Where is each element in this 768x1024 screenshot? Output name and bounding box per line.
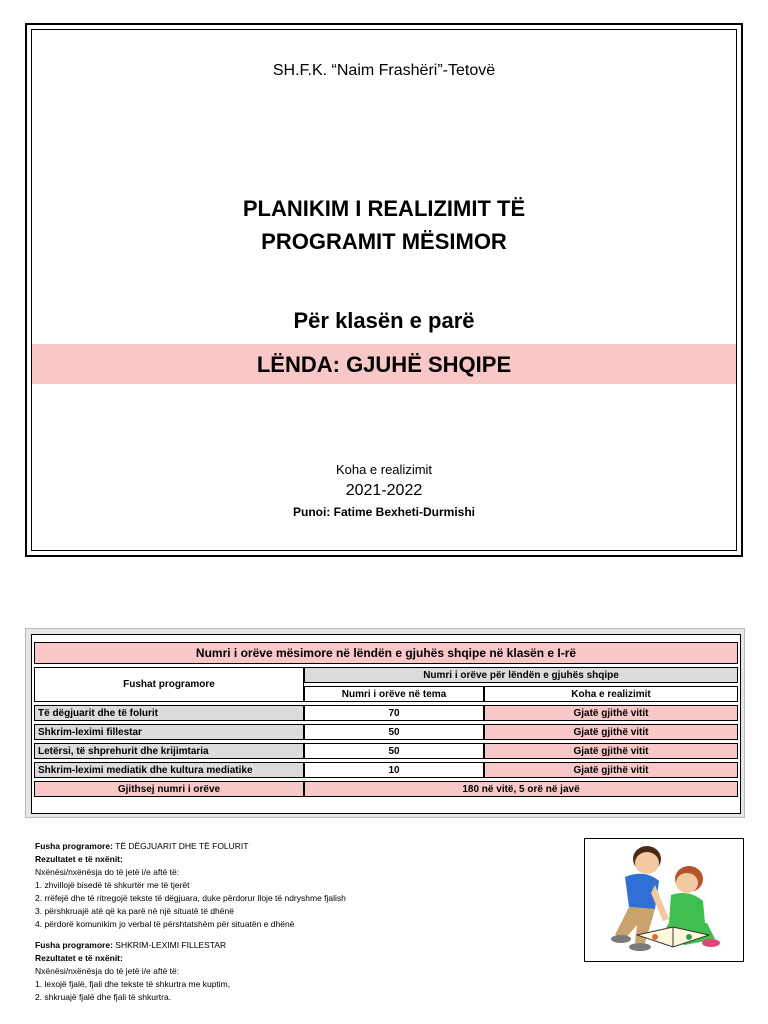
area1-value: TË DËGJUARIT DHE TË FOLURIT: [112, 841, 249, 851]
row-hours: 10: [304, 762, 484, 778]
intro-text: Nxënësi/nxënësja do të jetë i/e aftë të:: [35, 966, 180, 976]
table-row: [34, 705, 738, 721]
table-row: [34, 762, 738, 778]
author: Punoi: Fatime Bexheti-Durmishi: [292, 505, 476, 519]
row-time: Gjatë gjithë vitit: [484, 724, 738, 740]
area2-heading: [35, 939, 575, 952]
hours-table-box: [31, 634, 741, 814]
class-subtitle: Për klasën e parë: [293, 308, 475, 333]
total-value: 180 në vitë, 5 orë në javë: [304, 781, 738, 797]
hours-table: [34, 639, 738, 800]
row-area: Letërsi, të shprehurit dhe krijimtaria: [34, 743, 304, 759]
area2-value: SHKRIM-LEXIMI FILLESTAR: [112, 940, 227, 950]
results-label: Rezultatet e të nxënit:: [35, 953, 123, 963]
time-label: Koha e realizimit: [335, 462, 433, 477]
cover-inner-border: [31, 29, 737, 551]
hours-table-frame: [25, 628, 745, 818]
table-row: [34, 724, 738, 740]
list-item: 1. zhvillojë bisedë të shkurtër me të tjerët: [35, 880, 190, 890]
total-row: [34, 781, 738, 797]
list-item: 2. rrëfejë dhe të ritregojë tekste të dëgjuara, duke përdorur lloje të ndryshme fjalish: [35, 893, 346, 903]
subject-title: LËNDA: GJUHË SHQIPE: [256, 352, 512, 377]
school-name: SH.F.K. “Naim Frashëri”-Tetovë: [272, 62, 496, 79]
row-time: Gjatë gjithë vitit: [484, 762, 738, 778]
header-hours: Numri i orëve në tema: [304, 686, 484, 702]
row-area: Shkrim-leximi mediatik dhe kultura mediatike: [34, 762, 304, 778]
children-reading-illustration: [584, 838, 744, 962]
area2-label: Fusha programore:: [35, 940, 113, 950]
plan-title-line2: PROGRAMIT MËSIMOR: [261, 229, 507, 254]
row-time: Gjatë gjithë vitit: [484, 705, 738, 721]
area1-heading: [35, 840, 575, 853]
list-item: 1. lexojë fjalë, fjali dhe tekste të shkurtra me kuptim,: [35, 979, 231, 989]
header-group: Numri i orëve për lëndën e gjuhës shqipe: [304, 667, 738, 683]
header-area: Fushat programore: [34, 667, 304, 702]
plan-title: [32, 192, 736, 258]
row-hours: 50: [304, 743, 484, 759]
list-item: 4. përdorë komunikim jo verbal të përshtatshëm për situatën e dhënë: [35, 919, 295, 929]
header-time: Koha e realizimit: [484, 686, 738, 702]
results-label: Rezultatet e të nxënit:: [35, 854, 123, 864]
row-hours: 50: [304, 724, 484, 740]
children-reading-icon: [585, 839, 743, 961]
row-time: Gjatë gjithë vitit: [484, 743, 738, 759]
area1-label: Fusha programore:: [35, 841, 113, 851]
school-year: 2021-2022: [345, 482, 423, 499]
list-item: 2. shkruajë fjalë dhe fjali të shkurtra.: [35, 992, 172, 1002]
table-title: Numri i orëve mësimore në lëndën e gjuhës shqipe në klasën e I-rë: [34, 642, 738, 664]
intro-text: Nxënësi/nxënësja do të jetë i/e aftë të:: [35, 867, 180, 877]
table-row: [34, 743, 738, 759]
list-item: 3. përshkruajë atë që ka parë në një situatë të dhënë: [35, 906, 234, 916]
learning-outcomes: [35, 840, 575, 1004]
row-hours: 70: [304, 705, 484, 721]
cover-page: [25, 23, 743, 557]
plan-title-line1: PLANIKIM I REALIZIMIT TË: [242, 196, 526, 221]
row-area: Të dëgjuarit dhe të folurit: [34, 705, 304, 721]
total-label: Gjithsej numri i orëve: [34, 781, 304, 797]
row-area: Shkrim-leximi fillestar: [34, 724, 304, 740]
